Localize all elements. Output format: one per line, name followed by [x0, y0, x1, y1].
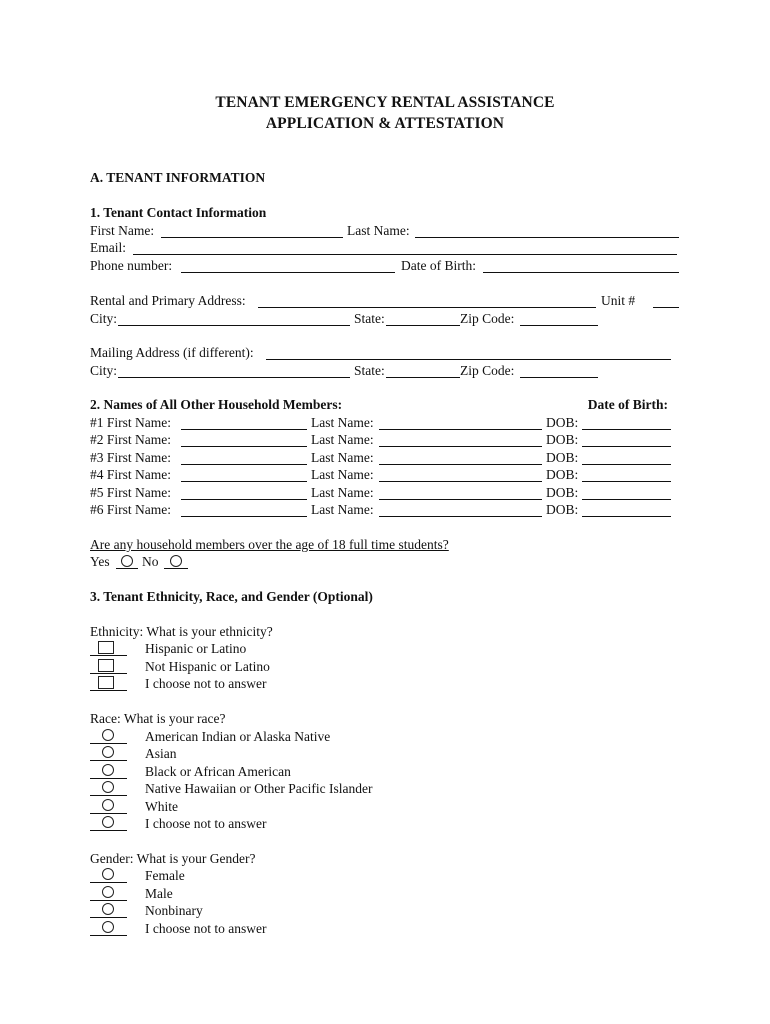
household-member-row: #4 First Name: Last Name: DOB: [90, 466, 680, 483]
no-underline [164, 568, 188, 569]
member-dob-field[interactable] [582, 484, 671, 500]
zip-label: Zip Code: [460, 311, 515, 326]
member-last-name-field[interactable] [379, 484, 542, 500]
mailing-zip-field[interactable] [520, 362, 598, 378]
race-option: Black or African American [90, 763, 680, 780]
mailing-city-row [90, 362, 680, 379]
member-dob-field[interactable] [582, 466, 671, 482]
ethnicity-option: Hispanic or Latino [90, 640, 680, 657]
gender-radio[interactable] [102, 903, 114, 915]
household-heading: 2. Names of All Other Household Members: [90, 397, 343, 412]
yes-underline [116, 568, 138, 569]
last-name-label: Last Name: [347, 223, 410, 238]
household-member-row: #5 First Name: Last Name: DOB: [90, 484, 680, 501]
rental-address-label: Rental and Primary Address: [90, 293, 246, 308]
gender-radio[interactable] [102, 886, 114, 898]
city-field[interactable] [118, 310, 350, 326]
member-last-name-field[interactable] [379, 449, 542, 465]
household-member-row: #1 First Name: Last Name: DOB: [90, 414, 680, 431]
member-dob-field[interactable] [582, 414, 671, 430]
race-option: Native Hawaiian or Other Pacific Islander [90, 780, 680, 797]
race-radio[interactable] [102, 746, 114, 758]
name-row [90, 222, 680, 239]
gender-option: Male [90, 885, 680, 902]
household-member-row: #2 First Name: Last Name: DOB: [90, 431, 680, 448]
ethnicity-option: Not Hispanic or Latino [90, 658, 680, 675]
household-dob-heading: Date of Birth: [587, 397, 668, 412]
race-radio[interactable] [102, 781, 114, 793]
city-row [90, 310, 680, 327]
race-option: White [90, 798, 680, 815]
last-name-field[interactable] [415, 222, 679, 238]
member-dob-field[interactable] [582, 431, 671, 447]
household-member-row: #3 First Name: Last Name: DOB: [90, 449, 680, 466]
race-option: Asian [90, 745, 680, 762]
household-member-row: #6 First Name: Last Name: DOB: [90, 501, 680, 518]
member-first-name-field[interactable] [181, 414, 307, 430]
member-first-name-field[interactable] [181, 466, 307, 482]
ethnicity-no-answer-checkbox[interactable] [98, 676, 114, 689]
section-a-heading: A. TENANT INFORMATION [90, 170, 266, 185]
member-last-name-field[interactable] [379, 501, 542, 517]
gender-option: Nonbinary [90, 902, 680, 919]
mailing-city-field[interactable] [118, 362, 350, 378]
first-name-field[interactable] [161, 222, 343, 238]
unit-field[interactable] [653, 292, 679, 308]
ethnicity-option: I choose not to answer [90, 675, 680, 692]
demographics-heading: 3. Tenant Ethnicity, Race, and Gender (Optional) [90, 589, 373, 604]
phone-label: Phone number: [90, 258, 173, 273]
contact-info-heading: 1. Tenant Contact Information [90, 205, 267, 220]
gender-option: I choose not to answer [90, 920, 680, 937]
race-radio[interactable] [102, 764, 114, 776]
race-question: Race: What is your race? [90, 711, 226, 726]
race-radio[interactable] [102, 729, 114, 741]
gender-question-row [90, 850, 680, 867]
mailing-address-row [90, 344, 680, 361]
no-radio[interactable] [170, 555, 182, 567]
race-radio[interactable] [102, 799, 114, 811]
member-dob-field[interactable] [582, 501, 671, 517]
member-first-name-field[interactable] [181, 501, 307, 517]
no-label: No [142, 554, 159, 569]
state-field[interactable] [386, 310, 460, 326]
race-option: I choose not to answer [90, 815, 680, 832]
students-question: Are any household members over the age of 18 full time students? [90, 537, 449, 552]
gender-option: Female [90, 867, 680, 884]
ethnicity-question-row [90, 623, 680, 640]
first-name-label: First Name: [90, 223, 155, 238]
not-hispanic-checkbox[interactable] [98, 659, 114, 672]
gender-radio[interactable] [102, 921, 114, 933]
state-label: State: [354, 311, 385, 326]
member-last-name-field[interactable] [379, 414, 542, 430]
member-last-name-field[interactable] [379, 466, 542, 482]
form-title-line2: APPLICATION & ATTESTATION [265, 115, 505, 132]
mailing-address-field[interactable] [266, 344, 671, 360]
date-of-birth-field[interactable] [483, 257, 679, 273]
member-first-name-field[interactable] [181, 449, 307, 465]
mailing-city-label: City: [90, 363, 118, 378]
ethnicity-question: Ethnicity: What is your ethnicity? [90, 624, 273, 639]
mailing-state-label: State: [354, 363, 385, 378]
email-field[interactable] [133, 239, 677, 255]
mailing-state-field[interactable] [386, 362, 460, 378]
unit-label: Unit # [601, 293, 636, 308]
yes-radio[interactable] [121, 555, 133, 567]
phone-field[interactable] [181, 257, 395, 273]
hispanic-checkbox[interactable] [98, 641, 114, 654]
rental-address-row [90, 292, 680, 309]
phone-row [90, 257, 680, 274]
member-first-name-field[interactable] [181, 431, 307, 447]
race-radio[interactable] [102, 816, 114, 828]
students-answer-row [90, 553, 680, 570]
city-label: City: [90, 311, 118, 326]
demographics-heading-row [90, 588, 680, 605]
form-title-line1: TENANT EMERGENCY RENTAL ASSISTANCE [215, 94, 555, 111]
date-of-birth-label: Date of Birth: [401, 258, 476, 273]
gender-question: Gender: What is your Gender? [90, 851, 256, 866]
race-option: American Indian or Alaska Native [90, 728, 680, 745]
member-first-name-field[interactable] [181, 484, 307, 500]
students-question-row [90, 536, 680, 553]
zip-field[interactable] [520, 310, 598, 326]
gender-radio[interactable] [102, 868, 114, 880]
household-heading-row [90, 396, 680, 413]
member-dob-field[interactable] [582, 449, 671, 465]
rental-address-field[interactable] [258, 292, 596, 308]
race-question-row [90, 710, 680, 727]
email-row [90, 239, 680, 256]
email-label: Email: [90, 240, 126, 255]
yes-label: Yes [90, 554, 110, 569]
mailing-address-label: Mailing Address (if different): [90, 345, 254, 360]
mailing-zip-label: Zip Code: [460, 363, 515, 378]
member-last-name-field[interactable] [379, 431, 542, 447]
